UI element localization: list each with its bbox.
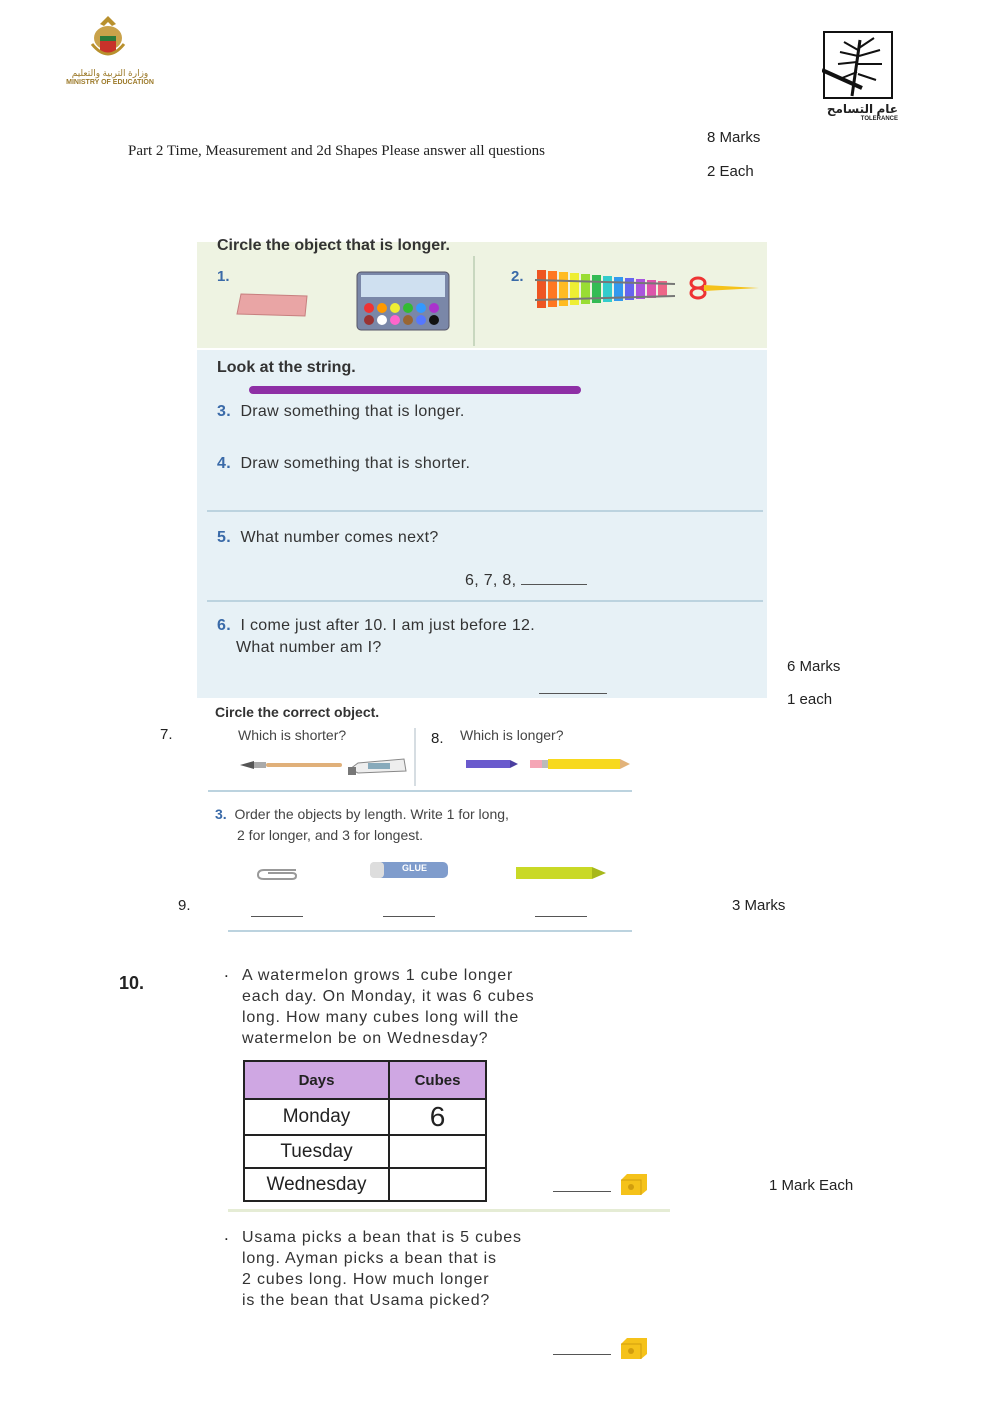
q3-row xyxy=(217,403,465,421)
yellow-crayon-image[interactable] xyxy=(514,864,608,882)
divider-q8-q9 xyxy=(208,790,632,792)
ministry-english: MINISTRY OF EDUCATION xyxy=(66,79,154,86)
ministry-logo xyxy=(60,14,160,86)
problem2-line: long. Ayman picks a bean that is xyxy=(242,1250,497,1267)
table-cell-day: Monday xyxy=(244,1099,389,1135)
problem2-line: is the bean that Usama picked? xyxy=(242,1292,491,1309)
table-cell-cubes: 6 xyxy=(389,1099,486,1135)
q7-number: 7. xyxy=(160,726,173,743)
q5-text: What number comes next? xyxy=(240,529,439,546)
q5-answer-blank[interactable] xyxy=(521,583,587,585)
toothpaste-image[interactable] xyxy=(348,755,410,777)
problem2-bullet: . xyxy=(224,1225,229,1244)
table-row xyxy=(244,1099,486,1135)
days-cubes-table xyxy=(243,1060,487,1202)
q4-text: Draw something that is shorter. xyxy=(240,455,471,472)
problem2-line: 2 cubes long. How much longer xyxy=(242,1271,490,1288)
ministry-arabic: وزارة التربية والتعليم xyxy=(71,68,149,78)
divider-q4-q5 xyxy=(207,510,763,512)
table-cell-day: Wednesday xyxy=(244,1168,389,1201)
table-row xyxy=(244,1135,486,1168)
problem1-line: long. How many cubes long will the xyxy=(242,1009,520,1026)
marks-total: 8 Marks xyxy=(707,129,761,146)
q9-number: 9. xyxy=(178,897,191,914)
problem2-answer-blank[interactable] xyxy=(553,1353,611,1355)
order-number: 3. xyxy=(215,806,227,822)
problem1-line: watermelon be on Wednesday? xyxy=(242,1030,489,1047)
q3-text: Draw something that is longer. xyxy=(240,403,465,420)
q5-sequence: 6, 7, 8, xyxy=(465,572,517,589)
table-row xyxy=(244,1168,486,1201)
table-cell-cubes-input[interactable] xyxy=(389,1135,486,1168)
q6-number: 6. xyxy=(217,617,231,634)
q1-number: 1. xyxy=(217,268,230,285)
tolerance-english: TOLERANCE xyxy=(860,116,898,122)
table-cell-cubes-input[interactable] xyxy=(389,1168,486,1201)
scissors-image[interactable] xyxy=(689,276,761,300)
string-heading: Look at the string. xyxy=(217,359,356,376)
problem2-text xyxy=(242,1227,522,1311)
q4-number: 4. xyxy=(217,455,231,472)
q8-number: 8. xyxy=(431,730,444,747)
marks-each-section3: 1 Mark Each xyxy=(769,1177,854,1194)
q3-number: 3. xyxy=(217,403,231,420)
q6-answer-blank[interactable] xyxy=(539,692,607,694)
q9-blank-glue-stick[interactable] xyxy=(383,915,435,917)
purple-string xyxy=(249,386,581,394)
q8-text: Which is longer? xyxy=(460,727,564,743)
cube-icon xyxy=(619,1172,649,1196)
table-header-days: Days xyxy=(244,1061,389,1099)
tolerance-logo xyxy=(806,30,898,122)
q6-line2: What number am I? xyxy=(235,639,382,656)
q5-row xyxy=(217,529,439,547)
q2-number: 2. xyxy=(511,268,524,285)
q7-text: Which is shorter? xyxy=(238,727,347,743)
purple-crayon-image[interactable] xyxy=(464,758,520,770)
q9-marks: 3 Marks xyxy=(732,897,786,914)
part-title: Part 2 Time, Measurement and 2d Shapes Please answer all questions xyxy=(128,143,546,159)
eraser-image[interactable] xyxy=(235,290,311,320)
divider-problems xyxy=(228,1209,670,1212)
circle-correct-heading: Circle the correct object. xyxy=(215,704,380,720)
q6-line1: I come just after 10. I am just before 12. xyxy=(240,617,535,634)
divider-q5-q6 xyxy=(207,600,763,602)
cube-icon xyxy=(619,1336,649,1360)
q9-blank-paper-clip[interactable] xyxy=(251,915,303,917)
tolerance-arabic: عام التسامح xyxy=(826,102,898,116)
problem1-text xyxy=(242,965,534,1049)
yellow-pencil-image[interactable] xyxy=(530,757,632,771)
q6-row xyxy=(217,615,535,659)
order-row1 xyxy=(215,806,509,822)
glue-label: GLUE xyxy=(402,863,428,873)
worksheet-section-longer xyxy=(197,232,767,698)
ghaf-tree-icon xyxy=(822,30,894,100)
q7-q8-divider xyxy=(414,728,416,786)
q5-number: 5. xyxy=(217,529,231,546)
paint-box-image[interactable] xyxy=(355,270,451,332)
q9-blank-crayon[interactable] xyxy=(535,915,587,917)
problem1-answer-blank[interactable] xyxy=(553,1190,611,1192)
emblem-icon xyxy=(88,14,128,66)
xylophone-image[interactable] xyxy=(535,266,685,312)
problem1-line: each day. On Monday, it was 6 cubes xyxy=(242,988,535,1005)
q4-row xyxy=(217,455,470,473)
table-cell-day: Tuesday xyxy=(244,1135,389,1168)
divider-q9 xyxy=(228,930,632,932)
paper-clip-image[interactable] xyxy=(256,866,300,882)
problem2-line: Usama picks a bean that is 5 cubes xyxy=(242,1229,522,1246)
marks-each: 2 Each xyxy=(707,163,754,180)
q1-q2-divider xyxy=(473,256,475,346)
table-header-cubes: Cubes xyxy=(389,1061,486,1099)
longer-heading: Circle the object that is longer. xyxy=(217,237,450,254)
marks-total-section2: 6 Marks xyxy=(787,658,841,675)
q5-sequence-row xyxy=(465,572,587,590)
order-line1: Order the objects by length. Write 1 for long, xyxy=(234,806,509,822)
table-header-row xyxy=(244,1061,486,1099)
order-line2: 2 for longer, and 3 for longest. xyxy=(237,827,424,843)
paintbrush-image[interactable] xyxy=(238,758,344,772)
problem1-bullet: . xyxy=(224,962,229,981)
q10-number: 10. xyxy=(119,973,145,993)
marks-each-section2: 1 each xyxy=(787,691,833,708)
problem1-line: A watermelon grows 1 cube longer xyxy=(242,967,514,984)
